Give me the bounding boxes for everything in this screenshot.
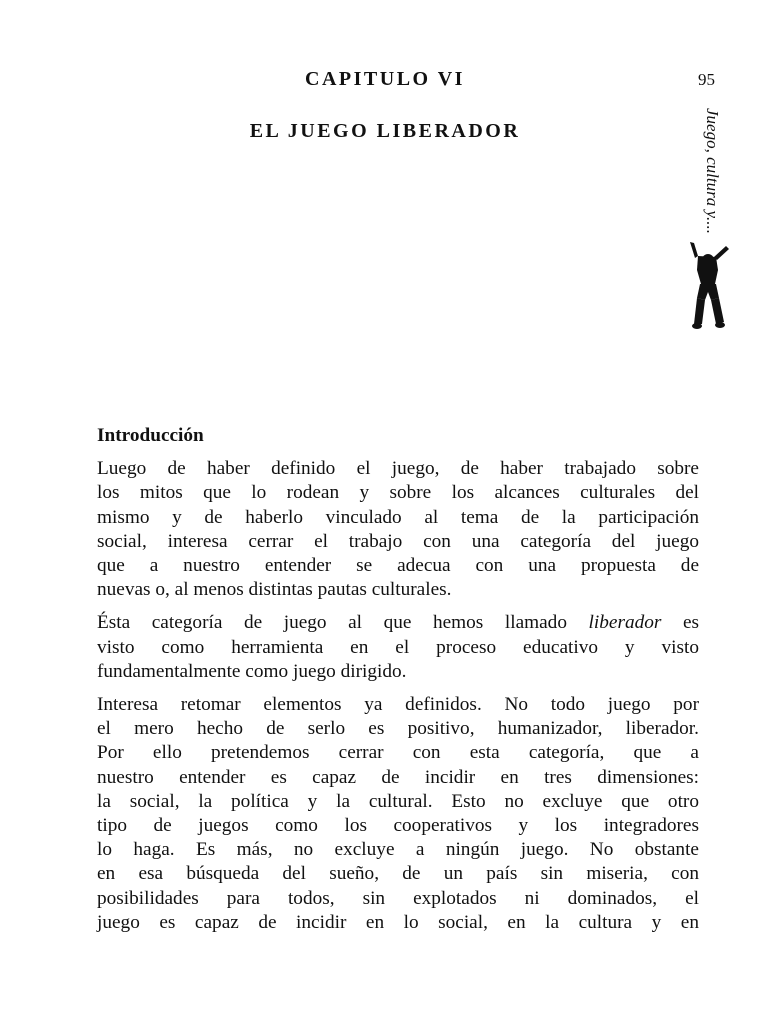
text-line: nuestro entender es capaz de incidir en tres dimensiones: bbox=[97, 766, 699, 788]
italic-term: liberador bbox=[588, 612, 662, 634]
page-number: 95 bbox=[698, 70, 715, 89]
text-line: el mero hecho de serlo es positivo, humanizador, liberador. bbox=[97, 718, 699, 740]
paragraph-3 bbox=[97, 693, 699, 935]
silhouette-figure-icon bbox=[684, 240, 732, 330]
text-line: en esa búsqueda del sueño, de un país sin miseria, con bbox=[97, 863, 699, 885]
paragraph-1 bbox=[97, 457, 699, 602]
text-line: Luego de haber definido el juego, de haber trabajado sobre bbox=[97, 458, 699, 480]
text-line: juego es capaz de incidir en lo social, en la cultura y en bbox=[97, 911, 699, 933]
paragraph-2 bbox=[97, 611, 699, 684]
text-line: lo haga. Es más, no excluye a ningún juego. No obstante bbox=[97, 839, 699, 861]
text-line: los mitos que lo rodean y sobre los alcances culturales del bbox=[97, 482, 699, 504]
body-text bbox=[97, 424, 699, 944]
text-run: Ésta categoría de juego al que hemos llamado bbox=[97, 612, 567, 634]
running-head bbox=[700, 108, 730, 248]
text-line: Interesa retomar elementos ya definidos. No todo juego por bbox=[97, 694, 699, 716]
text-line: Por ello pretendemos cerrar con esta categoría, que a bbox=[97, 742, 699, 764]
text-line: nuevas o, al menos distintas pautas culturales. bbox=[97, 579, 452, 601]
text-line: social, interesa cerrar el trabajo con una categoría del juego bbox=[97, 530, 699, 552]
text-line: visto como herramienta en el proceso educativo y visto bbox=[97, 636, 699, 658]
text-line: la social, la política y la cultural. Esto no excluye que otro bbox=[97, 790, 699, 812]
running-head-text: Juego, cultura y.... bbox=[703, 108, 722, 235]
text-line: tipo de juegos como los cooperativos y los integradores bbox=[97, 815, 699, 837]
section-heading: Introducción bbox=[97, 425, 204, 446]
text-line bbox=[97, 611, 699, 635]
text-line: mismo y de haberlo vinculado al tema de la participación bbox=[97, 506, 699, 528]
chapter-title: EL JUEGO LIBERADOR bbox=[249, 120, 521, 142]
text-run: es bbox=[682, 612, 699, 634]
text-line: posibilidades para todos, sin explotados ni dominados, el bbox=[97, 887, 699, 909]
text-line: que a nuestro entender se adecua con una propuesta de bbox=[97, 555, 699, 577]
text-line: fundamentalmente como juego dirigido. bbox=[97, 660, 407, 682]
chapter-label: CAPITULO VI bbox=[305, 68, 465, 90]
silhouette-figure-svg bbox=[684, 240, 732, 330]
